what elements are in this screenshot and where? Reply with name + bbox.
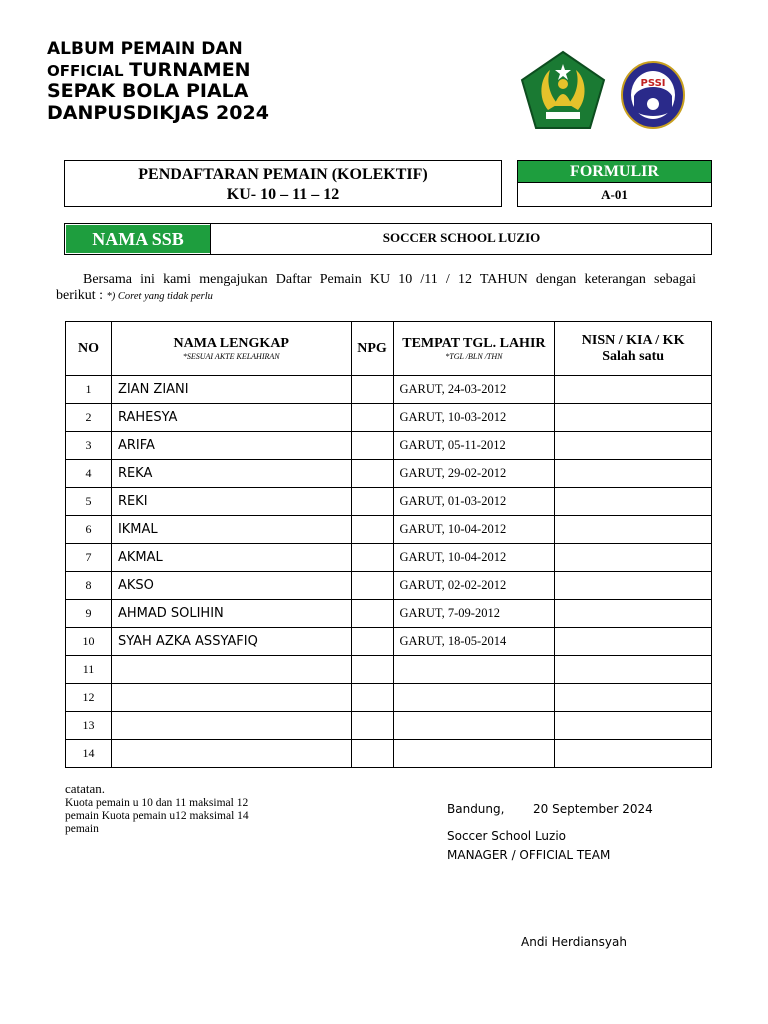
cell-nisn [555,544,712,572]
title-line-2 [47,58,251,81]
sign-date: 20 September 2024 [533,802,653,816]
cell-birth: GARUT, 02-02-2012 [393,572,555,600]
table-row [66,516,712,544]
cell-no: 12 [66,684,112,712]
cell-birth: GARUT, 05-11-2012 [393,432,555,460]
player-table [65,321,712,768]
header-name: NAMA LENGKAP *SESUAI AKTE KELAHIRAN [111,322,351,376]
ssb-label: NAMA SSB [66,225,210,253]
pssi-logo-text: PSSI [640,78,666,89]
cell-birth: GARUT, 29-02-2012 [393,460,555,488]
cell-nisn [555,404,712,432]
registration-age-groups: KU- 10 – 11 – 12 [226,186,340,203]
cell-nisn [555,376,712,404]
title-line-2b: TURNAMEN [129,58,251,81]
intro-text-line-1: Bersama ini kami mengajukan Daftar Pemain KU 10 /11 / 12 TAHUN dengan keterangan sebagai [83,272,696,287]
title-line-1: ALBUM PEMAIN DAN [47,39,243,59]
cell-birth: GARUT, 10-04-2012 [393,516,555,544]
table-row [66,572,712,600]
header-npg: NPG [351,322,393,376]
cell-nisn [555,740,712,768]
cell-npg [351,572,393,600]
cell-birth: GARUT, 10-03-2012 [393,404,555,432]
table-row [66,544,712,572]
cell-npg [351,628,393,656]
cell-name: SYAH AZKA ASSYAFIQ [111,628,351,656]
registration-box [64,160,502,207]
table-row [66,376,712,404]
cell-npg [351,712,393,740]
cell-nisn [555,572,712,600]
ssb-row [64,223,712,255]
cell-npg [351,656,393,684]
cell-name: REKA [111,460,351,488]
ssb-value: SOCCER SCHOOL LUZIO [210,224,712,254]
sign-team: Soccer School Luzio [447,829,566,843]
cell-npg [351,516,393,544]
cell-birth [393,740,555,768]
emblem-logo [520,50,606,130]
table-row [66,432,712,460]
cell-no: 7 [66,544,112,572]
cell-birth [393,712,555,740]
cell-name: AHMAD SOLIHIN [111,600,351,628]
cell-name: AKMAL [111,544,351,572]
table-row [66,488,712,516]
cell-nisn [555,628,712,656]
table-row [66,460,712,488]
cell-birth: GARUT, 10-04-2012 [393,544,555,572]
notes-label: catatan. [65,781,106,796]
player-rows [66,376,712,768]
cell-birth: GARUT, 01-03-2012 [393,488,555,516]
cell-birth [393,656,555,684]
cell-no: 14 [66,740,112,768]
cell-nisn [555,684,712,712]
table-row [66,600,712,628]
cell-birth [393,684,555,712]
table-row [66,712,712,740]
cell-name: ARIFA [111,432,351,460]
table-row [66,684,712,712]
sign-person: Andi Herdiansyah [521,935,627,949]
cell-name: REKI [111,488,351,516]
cell-no: 4 [66,460,112,488]
intro-text-line-2: berikut : [56,288,104,303]
table-row [66,656,712,684]
cell-name [111,740,351,768]
header-nisn: NISN / KIA / KK Salah satu [555,322,712,376]
cell-npg [351,376,393,404]
cell-no: 3 [66,432,112,460]
cell-nisn [555,460,712,488]
title-line-4: DANPUSDIKJAS 2024 [47,102,269,125]
sign-city: Bandung, [447,802,505,816]
table-row [66,628,712,656]
cell-npg [351,740,393,768]
cell-npg [351,460,393,488]
cell-no: 5 [66,488,112,516]
intro-note: *) Coret yang tidak perlu [106,291,213,302]
cell-no: 6 [66,516,112,544]
cell-npg [351,404,393,432]
cell-npg [351,684,393,712]
cell-birth: GARUT, 7-09-2012 [393,600,555,628]
notes-text: Kuota pemain u 10 dan 11 maksimal 12 pemain Kuota pemain u12 maksimal 14 pemain [65,797,249,835]
cell-name: RAHESYA [111,404,351,432]
cell-no: 8 [66,572,112,600]
cell-nisn [555,600,712,628]
cell-nisn [555,432,712,460]
pssi-logo [620,60,686,130]
cell-no: 2 [66,404,112,432]
cell-name: ZIAN ZIANI [111,376,351,404]
table-row [66,404,712,432]
header-birth: TEMPAT TGL. LAHIR *TGL /BLN /THN [393,322,555,376]
cell-nisn [555,656,712,684]
cell-name [111,656,351,684]
table-row [66,740,712,768]
cell-birth: GARUT, 18-05-2014 [393,628,555,656]
title-line-2a: OFFICIAL [47,61,124,80]
cell-no: 10 [66,628,112,656]
cell-name [111,684,351,712]
cell-birth: GARUT, 24-03-2012 [393,376,555,404]
table-header-row [66,322,712,376]
cell-npg [351,600,393,628]
cell-nisn [555,712,712,740]
cell-nisn [555,516,712,544]
cell-no: 13 [66,712,112,740]
cell-no: 1 [66,376,112,404]
header-no: NO [66,322,112,376]
cell-name: AKSO [111,572,351,600]
intro-paragraph [56,272,696,305]
cell-no: 11 [66,656,112,684]
cell-npg [351,488,393,516]
form-label: FORMULIR [517,160,712,183]
title-line-3: SEPAK BOLA PIALA [47,80,249,103]
cell-no: 9 [66,600,112,628]
sign-role: MANAGER / OFFICIAL TEAM [447,848,611,862]
form-code: A-01 [517,183,712,207]
cell-name [111,712,351,740]
cell-npg [351,544,393,572]
document-title [47,40,269,125]
cell-name: IKMAL [111,516,351,544]
cell-npg [351,432,393,460]
cell-nisn [555,488,712,516]
registration-title: PENDAFTARAN PEMAIN (KOLEKTIF) [138,166,428,183]
